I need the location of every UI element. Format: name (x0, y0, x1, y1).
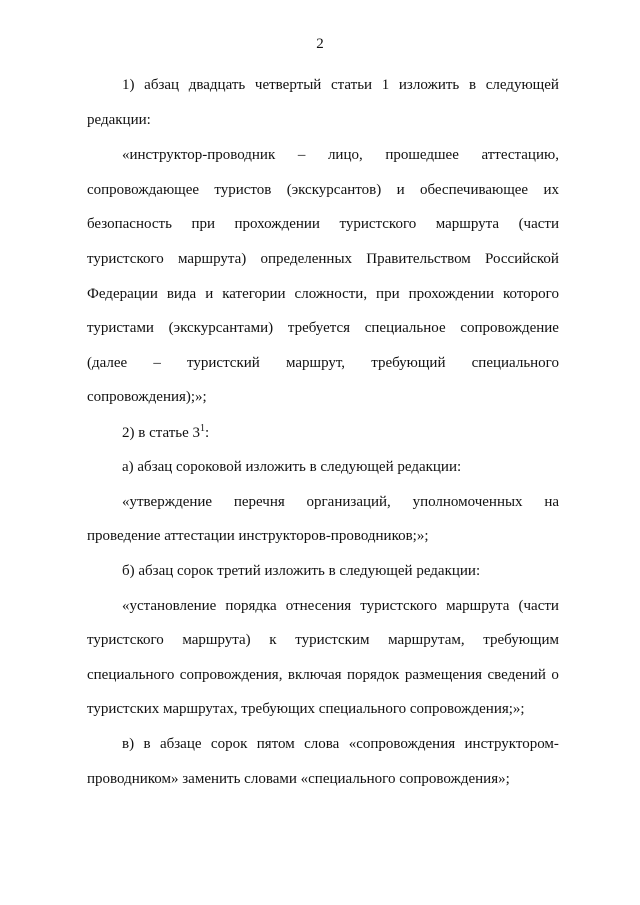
word: отнесения (285, 598, 352, 614)
word: туристский (187, 355, 260, 371)
word: лицо, (327, 147, 363, 163)
word: туристским (295, 632, 370, 648)
word: туристов (214, 182, 272, 198)
word: сопровождающее (87, 182, 200, 198)
word: организаций, (306, 494, 391, 510)
word: специального (471, 355, 559, 371)
word: туристского (360, 598, 438, 614)
word: следующей (485, 77, 559, 93)
word: порядок (346, 667, 400, 683)
word: сопровождения, (179, 667, 283, 683)
word: категории (222, 286, 286, 302)
word: (части (518, 598, 559, 614)
word: обеспечивающее (419, 182, 529, 198)
word: Правительством (366, 251, 471, 267)
word: маршрута (446, 598, 510, 614)
paragraph-line (122, 146, 559, 164)
word: сведений (487, 667, 546, 683)
paragraph-line: проведение аттестации инструкторов-проводников;»; (87, 528, 429, 544)
paragraph-line (87, 285, 559, 303)
word: их (543, 182, 559, 198)
word: в) (122, 736, 135, 752)
word: (экскурсантами) (168, 320, 274, 336)
paragraph-line (87, 631, 559, 649)
paragraph-line: а) абзац сороковой изложить в следующей редакции: (122, 459, 462, 475)
word: туристского (339, 216, 417, 232)
word: двадцать (188, 77, 246, 93)
word: инструктором- (464, 736, 559, 752)
word: размещения (404, 667, 482, 683)
word: изложить (398, 77, 460, 93)
word: абзаце (159, 736, 202, 752)
page-number: 2 (316, 36, 324, 52)
word: включая (287, 667, 342, 683)
word: маршрутам, (388, 632, 465, 648)
word: о (551, 667, 559, 683)
word: требующим (483, 632, 559, 648)
superscript: 1 (200, 423, 206, 434)
word: и (396, 182, 405, 198)
word: четвертый (254, 77, 322, 93)
word: (далее (87, 355, 128, 371)
word: – (297, 147, 306, 163)
paragraph-line: б) абзац сорок третий изложить в следующей редакции: (122, 563, 481, 579)
word: специальное (364, 320, 446, 336)
word: вида (166, 286, 197, 302)
word: специального (87, 667, 175, 683)
paragraph-line (122, 424, 209, 442)
word: и (205, 286, 214, 302)
paragraph-line (87, 666, 559, 684)
word: Российской (485, 251, 559, 267)
word: (части (518, 216, 559, 232)
paragraph-line (122, 597, 559, 615)
word: сложности, (294, 286, 368, 302)
word: определенных (260, 251, 353, 267)
paragraph-line (87, 354, 559, 372)
paragraph-line (87, 215, 559, 233)
word: безопасность (87, 216, 172, 232)
word: – (153, 355, 161, 371)
word: прохождении (234, 216, 320, 232)
word: «установление (122, 598, 217, 614)
paragraph-line: проводником» заменить словами «специального сопровождения»; (87, 771, 510, 787)
word: «инструктор-проводник (122, 147, 276, 163)
word: слова (304, 736, 340, 752)
word: к (269, 632, 277, 648)
paragraph-line (122, 493, 559, 511)
word: «сопровождения (348, 736, 456, 752)
word: аттестацию, (481, 147, 559, 163)
word: 1 (381, 77, 390, 93)
word: пятом (256, 736, 295, 752)
word: (экскурсантов) (286, 182, 382, 198)
word: маршрута (435, 216, 500, 232)
word: прохождении (408, 286, 495, 302)
word: при (191, 216, 215, 232)
word: прошедшее (385, 147, 459, 163)
word: требующий (371, 355, 446, 371)
word: при (376, 286, 400, 302)
word: сорок (210, 736, 248, 752)
word: маршрута) (182, 632, 251, 648)
word: маршрут, (285, 355, 346, 371)
word: «утверждение (122, 494, 213, 510)
word: туристского (87, 632, 164, 648)
word: которого (503, 286, 559, 302)
paragraph-line (122, 76, 559, 94)
paragraph-line (87, 250, 559, 268)
word: абзац (144, 77, 180, 93)
word: перечня (233, 494, 285, 510)
paragraph-line (87, 319, 559, 337)
paragraph-line (87, 181, 559, 199)
paragraph-line: редакции: (87, 112, 151, 128)
word: в (143, 736, 151, 752)
paragraph-text: : (205, 425, 210, 441)
word: туристского (87, 251, 164, 267)
paragraph-text: 2) в статье 3 (122, 425, 201, 441)
paragraph-line: сопровождения);»; (87, 389, 207, 405)
word: порядка (225, 598, 277, 614)
word: маршрута) (177, 251, 247, 267)
word: на (544, 494, 559, 510)
word: статьи (330, 77, 373, 93)
word: 1) (122, 77, 135, 93)
word: требуется (287, 320, 351, 336)
word: сопровождение (460, 320, 559, 336)
word: туристами (87, 320, 154, 336)
paragraph-line: туристских маршрутах, требующих специального сопровождения;»; (87, 701, 525, 717)
word: уполномоченных (412, 494, 523, 510)
word: в (468, 77, 477, 93)
word: Федерации (87, 286, 158, 302)
paragraph-line (122, 735, 559, 753)
